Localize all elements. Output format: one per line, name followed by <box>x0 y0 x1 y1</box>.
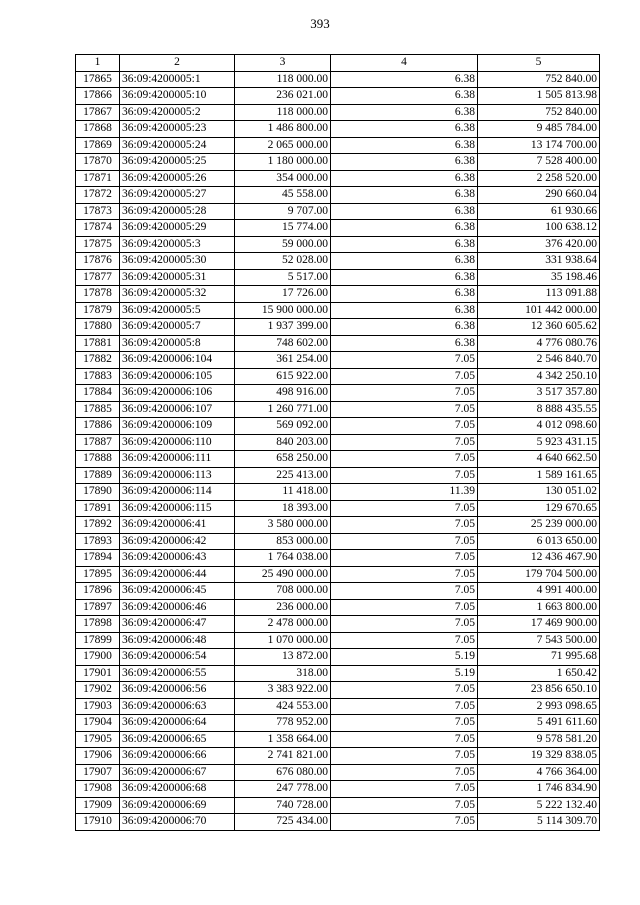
value-cell: 725 434.00 <box>235 814 331 831</box>
row-number-cell: 17898 <box>76 616 120 633</box>
row-number-cell: 17889 <box>76 467 120 484</box>
table-row <box>76 352 600 369</box>
row-number-cell: 17887 <box>76 434 120 451</box>
column-header-2: 2 <box>120 55 235 72</box>
amount-cell: 5 114 309.70 <box>478 814 600 831</box>
value-cell: 225 413.00 <box>235 467 331 484</box>
rate-cell: 6.38 <box>331 170 478 187</box>
value-cell: 318.00 <box>235 665 331 682</box>
value-cell: 25 490 000.00 <box>235 566 331 583</box>
rate-cell: 6.38 <box>331 154 478 171</box>
rate-cell: 7.05 <box>331 797 478 814</box>
value-cell: 17 726.00 <box>235 286 331 303</box>
value-cell: 236 021.00 <box>235 88 331 105</box>
value-cell: 118 000.00 <box>235 71 331 88</box>
rate-cell: 7.05 <box>331 814 478 831</box>
value-cell: 740 728.00 <box>235 797 331 814</box>
table-row <box>76 682 600 699</box>
amount-cell: 130 051.02 <box>478 484 600 501</box>
rate-cell: 7.05 <box>331 632 478 649</box>
row-number-cell: 17910 <box>76 814 120 831</box>
table-row <box>76 566 600 583</box>
cadastral-number-cell: 36:09:4200005:27 <box>120 187 235 204</box>
value-cell: 2 741 821.00 <box>235 748 331 765</box>
table-row <box>76 599 600 616</box>
value-cell: 59 000.00 <box>235 236 331 253</box>
amount-cell: 12 436 467.90 <box>478 550 600 567</box>
table-row <box>76 368 600 385</box>
row-number-cell: 17908 <box>76 781 120 798</box>
amount-cell: 5 491 611.60 <box>478 715 600 732</box>
table-row <box>76 797 600 814</box>
amount-cell: 129 670.65 <box>478 500 600 517</box>
table-row <box>76 731 600 748</box>
table-row <box>76 401 600 418</box>
cadastral-number-cell: 36:09:4200006:55 <box>120 665 235 682</box>
table-row <box>76 814 600 831</box>
cadastral-number-cell: 36:09:4200005:30 <box>120 253 235 270</box>
rate-cell: 7.05 <box>331 352 478 369</box>
row-number-cell: 17872 <box>76 187 120 204</box>
column-header-4: 4 <box>331 55 478 72</box>
value-cell: 569 092.00 <box>235 418 331 435</box>
cadastral-number-cell: 36:09:4200006:43 <box>120 550 235 567</box>
table-row <box>76 748 600 765</box>
table-row <box>76 616 600 633</box>
table-row <box>76 484 600 501</box>
cadastral-number-cell: 36:09:4200006:41 <box>120 517 235 534</box>
cadastral-number-cell: 36:09:4200006:110 <box>120 434 235 451</box>
value-cell: 15 900 000.00 <box>235 302 331 319</box>
amount-cell: 4 991 400.00 <box>478 583 600 600</box>
cadastral-number-cell: 36:09:4200006:105 <box>120 368 235 385</box>
row-number-cell: 17888 <box>76 451 120 468</box>
rate-cell: 6.38 <box>331 253 478 270</box>
cadastral-number-cell: 36:09:4200006:45 <box>120 583 235 600</box>
rate-cell: 6.38 <box>331 88 478 105</box>
rate-cell: 6.38 <box>331 187 478 204</box>
cadastral-number-cell: 36:09:4200006:115 <box>120 500 235 517</box>
column-header-3: 3 <box>235 55 331 72</box>
rate-cell: 6.38 <box>331 302 478 319</box>
cadastral-number-cell: 36:09:4200005:1 <box>120 71 235 88</box>
rate-cell: 7.05 <box>331 583 478 600</box>
row-number-cell: 17868 <box>76 121 120 138</box>
cadastral-number-cell: 36:09:4200006:63 <box>120 698 235 715</box>
table-row <box>76 203 600 220</box>
cadastral-number-cell: 36:09:4200006:64 <box>120 715 235 732</box>
value-cell: 1 358 664.00 <box>235 731 331 748</box>
amount-cell: 9 578 581.20 <box>478 731 600 748</box>
rate-cell: 7.05 <box>331 418 478 435</box>
row-number-cell: 17865 <box>76 71 120 88</box>
amount-cell: 4 342 250.10 <box>478 368 600 385</box>
value-cell: 3 383 922.00 <box>235 682 331 699</box>
value-cell: 615 922.00 <box>235 368 331 385</box>
value-cell: 5 517.00 <box>235 269 331 286</box>
value-cell: 361 254.00 <box>235 352 331 369</box>
value-cell: 15 774.00 <box>235 220 331 237</box>
amount-cell: 5 222 132.40 <box>478 797 600 814</box>
table-row <box>76 467 600 484</box>
cadastral-number-cell: 36:09:4200005:28 <box>120 203 235 220</box>
value-cell: 9 707.00 <box>235 203 331 220</box>
cadastral-number-cell: 36:09:4200005:10 <box>120 88 235 105</box>
row-number-cell: 17875 <box>76 236 120 253</box>
row-number-cell: 17904 <box>76 715 120 732</box>
amount-cell: 61 930.66 <box>478 203 600 220</box>
amount-cell: 1 663 800.00 <box>478 599 600 616</box>
rate-cell: 7.05 <box>331 451 478 468</box>
rate-cell: 7.05 <box>331 500 478 517</box>
row-number-cell: 17896 <box>76 583 120 600</box>
row-number-cell: 17869 <box>76 137 120 154</box>
amount-cell: 12 360 605.62 <box>478 319 600 336</box>
amount-cell: 23 856 650.10 <box>478 682 600 699</box>
table-row <box>76 269 600 286</box>
table-row <box>76 434 600 451</box>
row-number-cell: 17878 <box>76 286 120 303</box>
row-number-cell: 17867 <box>76 104 120 121</box>
amount-cell: 2 258 520.00 <box>478 170 600 187</box>
cadastral-number-cell: 36:09:4200005:26 <box>120 170 235 187</box>
amount-cell: 4 640 662.50 <box>478 451 600 468</box>
cadastral-number-cell: 36:09:4200005:29 <box>120 220 235 237</box>
row-number-cell: 17906 <box>76 748 120 765</box>
value-cell: 3 580 000.00 <box>235 517 331 534</box>
amount-cell: 7 528 400.00 <box>478 154 600 171</box>
rate-cell: 7.05 <box>331 698 478 715</box>
amount-cell: 1 589 161.65 <box>478 467 600 484</box>
value-cell: 11 418.00 <box>235 484 331 501</box>
cadastral-number-cell: 36:09:4200005:23 <box>120 121 235 138</box>
rate-cell: 6.38 <box>331 121 478 138</box>
value-cell: 13 872.00 <box>235 649 331 666</box>
rate-cell: 6.38 <box>331 220 478 237</box>
table-header-row <box>76 55 600 72</box>
table-row <box>76 632 600 649</box>
cadastral-number-cell: 36:09:4200005:5 <box>120 302 235 319</box>
rate-cell: 6.38 <box>331 137 478 154</box>
row-number-cell: 17891 <box>76 500 120 517</box>
table-body <box>76 71 600 830</box>
rate-cell: 7.05 <box>331 715 478 732</box>
rate-cell: 6.38 <box>331 236 478 253</box>
value-cell: 2 065 000.00 <box>235 137 331 154</box>
rate-cell: 7.05 <box>331 434 478 451</box>
value-cell: 118 000.00 <box>235 104 331 121</box>
amount-cell: 25 239 000.00 <box>478 517 600 534</box>
table-row <box>76 335 600 352</box>
table-row <box>76 137 600 154</box>
cadastral-number-cell: 36:09:4200006:42 <box>120 533 235 550</box>
amount-cell: 2 993 098.65 <box>478 698 600 715</box>
value-cell: 18 393.00 <box>235 500 331 517</box>
table-row <box>76 533 600 550</box>
amount-cell: 4 766 364.00 <box>478 764 600 781</box>
amount-cell: 35 198.46 <box>478 269 600 286</box>
table-row <box>76 253 600 270</box>
table-row <box>76 220 600 237</box>
value-cell: 1 764 038.00 <box>235 550 331 567</box>
rate-cell: 7.05 <box>331 748 478 765</box>
cadastral-number-cell: 36:09:4200006:70 <box>120 814 235 831</box>
table-row <box>76 550 600 567</box>
amount-cell: 179 704 500.00 <box>478 566 600 583</box>
row-number-cell: 17901 <box>76 665 120 682</box>
amount-cell: 101 442 000.00 <box>478 302 600 319</box>
table-row <box>76 319 600 336</box>
table-row <box>76 286 600 303</box>
value-cell: 708 000.00 <box>235 583 331 600</box>
table-row <box>76 121 600 138</box>
rate-cell: 7.05 <box>331 467 478 484</box>
amount-cell: 3 517 357.80 <box>478 385 600 402</box>
row-number-cell: 17899 <box>76 632 120 649</box>
rate-cell: 7.05 <box>331 566 478 583</box>
table-row <box>76 418 600 435</box>
row-number-cell: 17894 <box>76 550 120 567</box>
row-number-cell: 17907 <box>76 764 120 781</box>
row-number-cell: 17902 <box>76 682 120 699</box>
rate-cell: 7.05 <box>331 599 478 616</box>
cadastral-number-cell: 36:09:4200006:44 <box>120 566 235 583</box>
table-row <box>76 764 600 781</box>
table-row <box>76 781 600 798</box>
table-row <box>76 88 600 105</box>
rate-cell: 6.38 <box>331 269 478 286</box>
value-cell: 424 553.00 <box>235 698 331 715</box>
cadastral-number-cell: 36:09:4200005:2 <box>120 104 235 121</box>
cadastral-number-cell: 36:09:4200006:46 <box>120 599 235 616</box>
cadastral-number-cell: 36:09:4200005:8 <box>120 335 235 352</box>
value-cell: 498 916.00 <box>235 385 331 402</box>
rate-cell: 6.38 <box>331 319 478 336</box>
row-number-cell: 17885 <box>76 401 120 418</box>
rate-cell: 7.05 <box>331 368 478 385</box>
value-cell: 1 180 000.00 <box>235 154 331 171</box>
table-row <box>76 71 600 88</box>
table-row <box>76 500 600 517</box>
value-cell: 1 070 000.00 <box>235 632 331 649</box>
table-row <box>76 451 600 468</box>
rate-cell: 7.05 <box>331 517 478 534</box>
cadastral-number-cell: 36:09:4200006:48 <box>120 632 235 649</box>
rate-cell: 7.05 <box>331 731 478 748</box>
rate-cell: 7.05 <box>331 764 478 781</box>
cadastral-number-cell: 36:09:4200006:113 <box>120 467 235 484</box>
table-row <box>76 104 600 121</box>
page-number: 393 <box>310 16 330 31</box>
value-cell: 778 952.00 <box>235 715 331 732</box>
amount-cell: 7 543 500.00 <box>478 632 600 649</box>
amount-cell: 376 420.00 <box>478 236 600 253</box>
rate-cell: 6.38 <box>331 335 478 352</box>
cadastral-number-cell: 36:09:4200006:67 <box>120 764 235 781</box>
value-cell: 676 080.00 <box>235 764 331 781</box>
cadastral-number-cell: 36:09:4200005:32 <box>120 286 235 303</box>
table-row <box>76 236 600 253</box>
row-number-cell: 17903 <box>76 698 120 715</box>
row-number-cell: 17876 <box>76 253 120 270</box>
value-cell: 52 028.00 <box>235 253 331 270</box>
cadastral-number-cell: 36:09:4200005:7 <box>120 319 235 336</box>
amount-cell: 1 505 813.98 <box>478 88 600 105</box>
rate-cell: 11.39 <box>331 484 478 501</box>
row-number-cell: 17909 <box>76 797 120 814</box>
amount-cell: 100 638.12 <box>478 220 600 237</box>
value-cell: 236 000.00 <box>235 599 331 616</box>
rate-cell: 7.05 <box>331 401 478 418</box>
cadastral-number-cell: 36:09:4200006:54 <box>120 649 235 666</box>
row-number-cell: 17884 <box>76 385 120 402</box>
table-row <box>76 517 600 534</box>
amount-cell: 19 329 838.05 <box>478 748 600 765</box>
cadastral-number-cell: 36:09:4200006:69 <box>120 797 235 814</box>
rate-cell: 7.05 <box>331 781 478 798</box>
row-number-cell: 17870 <box>76 154 120 171</box>
cadastral-number-cell: 36:09:4200006:56 <box>120 682 235 699</box>
row-number-cell: 17895 <box>76 566 120 583</box>
cadastral-number-cell: 36:09:4200006:68 <box>120 781 235 798</box>
rate-cell: 6.38 <box>331 71 478 88</box>
amount-cell: 9 485 784.00 <box>478 121 600 138</box>
column-header-5: 5 <box>478 55 600 72</box>
value-cell: 840 203.00 <box>235 434 331 451</box>
value-cell: 2 478 000.00 <box>235 616 331 633</box>
amount-cell: 5 923 431.15 <box>478 434 600 451</box>
value-cell: 354 000.00 <box>235 170 331 187</box>
value-cell: 853 000.00 <box>235 533 331 550</box>
amount-cell: 290 660.04 <box>478 187 600 204</box>
amount-cell: 4 776 080.76 <box>478 335 600 352</box>
cadastral-number-cell: 36:09:4200006:114 <box>120 484 235 501</box>
row-number-cell: 17879 <box>76 302 120 319</box>
rate-cell: 7.05 <box>331 682 478 699</box>
value-cell: 658 250.00 <box>235 451 331 468</box>
amount-cell: 2 546 840.70 <box>478 352 600 369</box>
rate-cell: 6.38 <box>331 104 478 121</box>
table-row <box>76 649 600 666</box>
cadastral-number-cell: 36:09:4200006:104 <box>120 352 235 369</box>
amount-cell: 1 650.42 <box>478 665 600 682</box>
row-number-cell: 17877 <box>76 269 120 286</box>
cadastral-number-cell: 36:09:4200005:24 <box>120 137 235 154</box>
rate-cell: 7.05 <box>331 385 478 402</box>
amount-cell: 752 840.00 <box>478 71 600 88</box>
cadastral-number-cell: 36:09:4200006:106 <box>120 385 235 402</box>
row-number-cell: 17892 <box>76 517 120 534</box>
rate-cell: 5.19 <box>331 665 478 682</box>
cadastral-number-cell: 36:09:4200006:65 <box>120 731 235 748</box>
table-row <box>76 665 600 682</box>
table-row <box>76 154 600 171</box>
rate-cell: 5.19 <box>331 649 478 666</box>
row-number-cell: 17881 <box>76 335 120 352</box>
row-number-cell: 17880 <box>76 319 120 336</box>
cadastral-number-cell: 36:09:4200006:109 <box>120 418 235 435</box>
row-number-cell: 17871 <box>76 170 120 187</box>
table-row <box>76 302 600 319</box>
cadastral-number-cell: 36:09:4200005:25 <box>120 154 235 171</box>
row-number-cell: 17905 <box>76 731 120 748</box>
rate-cell: 7.05 <box>331 616 478 633</box>
row-number-cell: 17893 <box>76 533 120 550</box>
cadastral-number-cell: 36:09:4200005:31 <box>120 269 235 286</box>
cadastral-number-cell: 36:09:4200005:3 <box>120 236 235 253</box>
row-number-cell: 17874 <box>76 220 120 237</box>
row-number-cell: 17900 <box>76 649 120 666</box>
amount-cell: 752 840.00 <box>478 104 600 121</box>
row-number-cell: 17882 <box>76 352 120 369</box>
amount-cell: 113 091.88 <box>478 286 600 303</box>
table-row <box>76 715 600 732</box>
column-header-1: 1 <box>76 55 120 72</box>
row-number-cell: 17866 <box>76 88 120 105</box>
value-cell: 247 778.00 <box>235 781 331 798</box>
value-cell: 1 486 800.00 <box>235 121 331 138</box>
amount-cell: 1 746 834.90 <box>478 781 600 798</box>
amount-cell: 4 012 098.60 <box>478 418 600 435</box>
row-number-cell: 17890 <box>76 484 120 501</box>
row-number-cell: 17897 <box>76 599 120 616</box>
value-cell: 1 260 771.00 <box>235 401 331 418</box>
table-row <box>76 170 600 187</box>
row-number-cell: 17873 <box>76 203 120 220</box>
row-number-cell: 17883 <box>76 368 120 385</box>
rate-cell: 6.38 <box>331 203 478 220</box>
table-row <box>76 187 600 204</box>
value-cell: 45 558.00 <box>235 187 331 204</box>
cadastral-number-cell: 36:09:4200006:66 <box>120 748 235 765</box>
value-cell: 1 937 399.00 <box>235 319 331 336</box>
amount-cell: 71 995.68 <box>478 649 600 666</box>
rate-cell: 6.38 <box>331 286 478 303</box>
amount-cell: 6 013 650.00 <box>478 533 600 550</box>
amount-cell: 331 938.64 <box>478 253 600 270</box>
data-table <box>75 54 600 831</box>
amount-cell: 8 888 435.55 <box>478 401 600 418</box>
table-row <box>76 385 600 402</box>
value-cell: 748 602.00 <box>235 335 331 352</box>
row-number-cell: 17886 <box>76 418 120 435</box>
amount-cell: 17 469 900.00 <box>478 616 600 633</box>
table-row <box>76 698 600 715</box>
cadastral-number-cell: 36:09:4200006:107 <box>120 401 235 418</box>
rate-cell: 7.05 <box>331 550 478 567</box>
table-row <box>76 583 600 600</box>
amount-cell: 13 174 700.00 <box>478 137 600 154</box>
rate-cell: 7.05 <box>331 533 478 550</box>
cadastral-number-cell: 36:09:4200006:47 <box>120 616 235 633</box>
cadastral-number-cell: 36:09:4200006:111 <box>120 451 235 468</box>
